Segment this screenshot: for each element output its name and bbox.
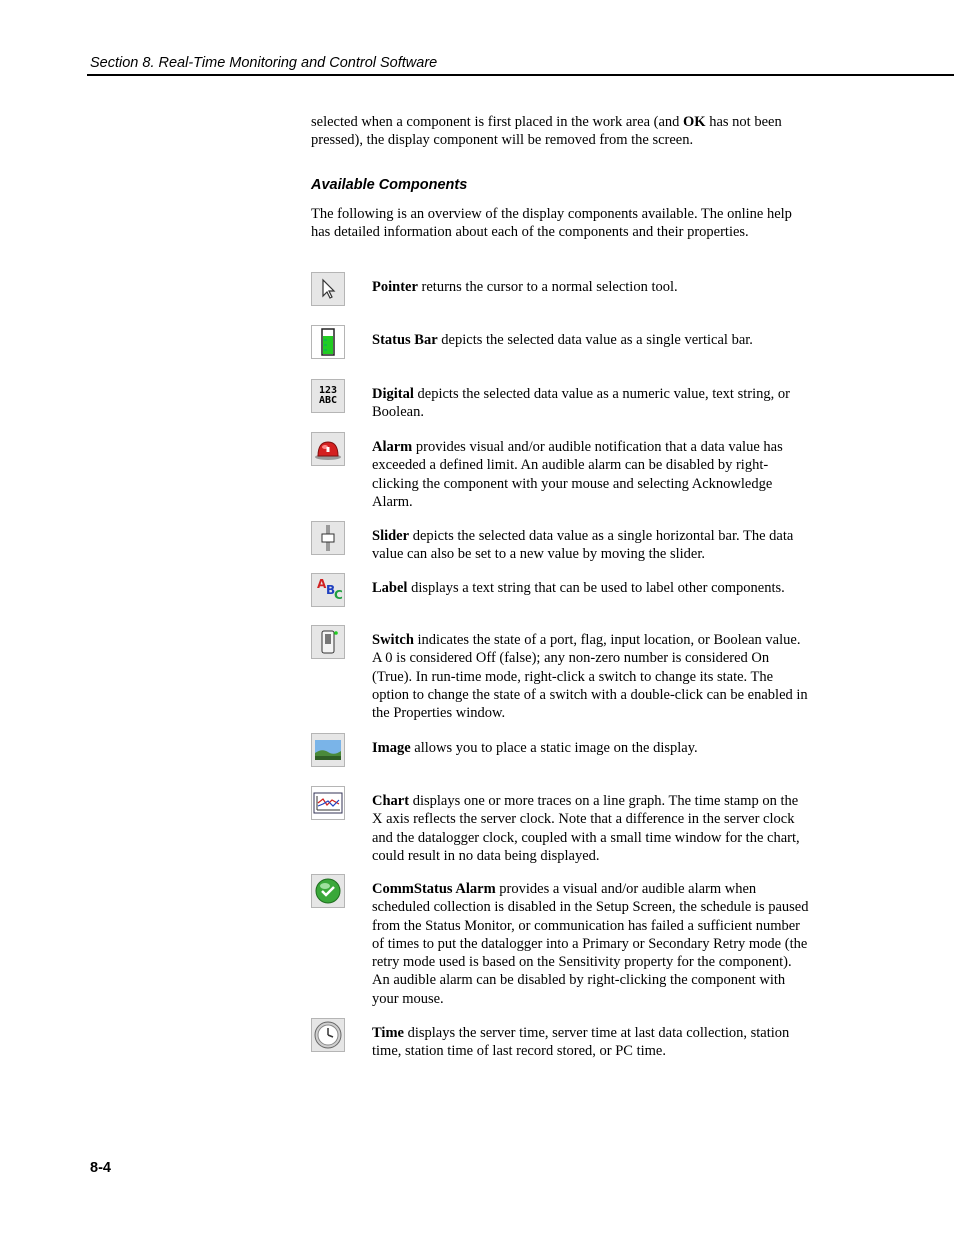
component-name: Slider [372, 528, 410, 544]
section-header: Section 8. Real-Time Monitoring and Control Software [90, 55, 438, 71]
commstatus-icon [311, 874, 345, 908]
overview-paragraph: The following is an overview of the display components available. The online help has detailed information about each of the components and their properties. [311, 206, 792, 241]
component-desc: Chart displays one or more traces on a line graph. The time stamp on the X axis reflects the server clock. Note that a difference in the server clock and the datalogger clock, coupled with a small time window for the chart, could result in no data being displayed. [372, 793, 800, 864]
pointer-icon [311, 272, 345, 306]
component-name: Status Bar [372, 332, 438, 348]
component-name: Alarm [372, 439, 413, 455]
intro-text-start: selected when a component is first placed in the work area (and [311, 114, 684, 130]
label-icon: A B C [311, 573, 345, 607]
chart-icon [311, 786, 345, 820]
image-icon [311, 733, 345, 767]
component-name: CommStatus Alarm [372, 881, 496, 897]
header-rule [87, 74, 954, 76]
component-desc: Time displays the server time, server time at last data collection, station time, station time of last record stored, or PC time. [372, 1025, 790, 1060]
component-name: Image [372, 740, 411, 756]
digital-icon: 123 ABC [311, 379, 345, 413]
component-name: Time [372, 1025, 404, 1041]
component-desc: Switch indicates the state of a port, flag, input location, or Boolean value. A 0 is considered Off (false); any non-zero number is considered On (True). In run-time mode, right-click a switch to change its state. The option to change the state of a switch with a double-click can be enabled in the Properties window. [372, 632, 808, 722]
switch-icon [311, 625, 345, 659]
component-desc: CommStatus Alarm provides a visual and/or audible alarm when scheduled collection is disabled in the Setup Screen, the schedule is paused from the Status Monitor, or communication has failed a sufficient number of times to put the datalogger into a Primary or Secondary Retry mode (the retry mode used is based on the Sensitivity property for the component). An audible alarm can be disabled by right-clicking the component with your mouse. [372, 881, 809, 1007]
intro-text-end: has not been pressed), the display component will be removed from the screen. [311, 114, 782, 149]
section-heading: Available Components [311, 177, 468, 193]
clock-icon [311, 1018, 345, 1052]
component-name: Pointer [372, 279, 418, 295]
status-bar-icon [311, 325, 345, 359]
component-desc: Slider depicts the selected data value as a single horizontal bar. The data value can also be set to a new value by moving the slider. [372, 528, 794, 563]
component-name: Digital [372, 386, 414, 402]
component-desc: Image allows you to place a static image on the display. [372, 740, 698, 756]
intro-paragraph [311, 113, 801, 150]
slider-icon [311, 521, 345, 555]
page-number: 8-4 [90, 1160, 111, 1176]
component-name: Switch [372, 632, 414, 648]
component-desc: Alarm provides visual and/or audible notification that a data value has exceeded a defined limit. An audible alarm can be disabled by right-clicking the component with your mouse and selecting Acknowledge Alarm. [372, 439, 783, 510]
component-desc: Pointer returns the cursor to a normal selection tool. [372, 279, 678, 295]
ok-bold: OK [683, 114, 706, 130]
component-name: Chart [372, 793, 410, 809]
component-desc: Label displays a text string that can be used to label other components. [372, 580, 785, 596]
component-desc: Status Bar depicts the selected data value as a single vertical bar. [372, 332, 753, 348]
alarm-icon [311, 432, 345, 466]
component-desc: Digital depicts the selected data value as a numeric value, text string, or Boolean. [372, 386, 790, 421]
component-name: Label [372, 580, 408, 596]
